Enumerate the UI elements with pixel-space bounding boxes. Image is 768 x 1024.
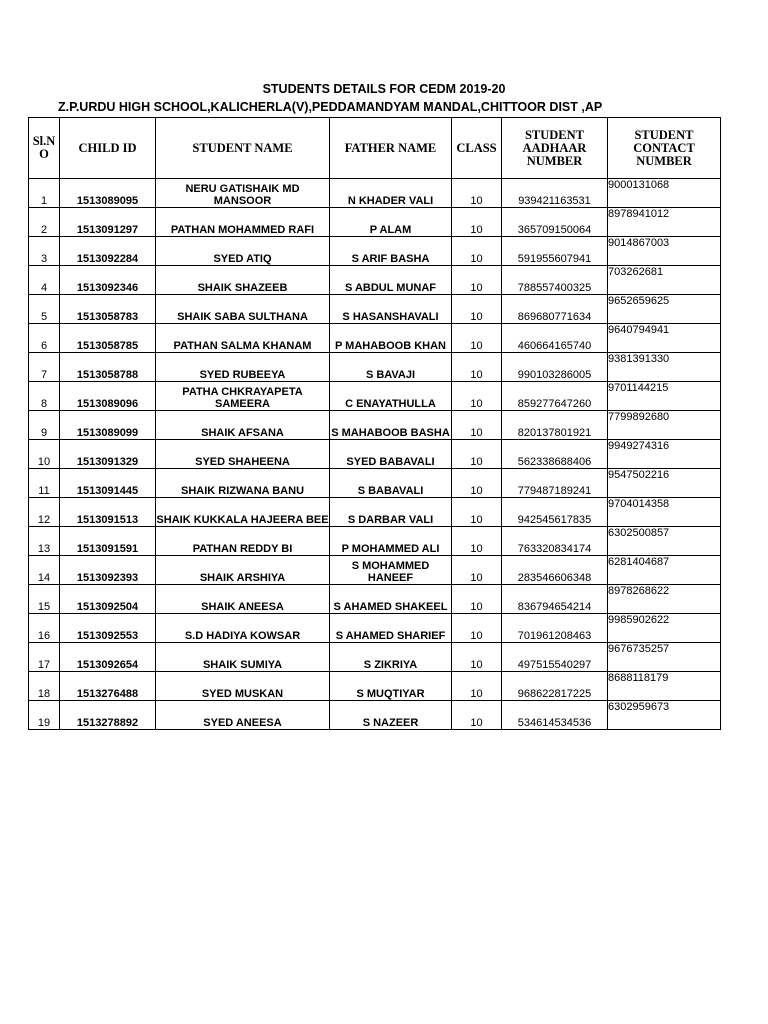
cell-father-name: N KHADER VALI: [330, 179, 452, 208]
header-row: [29, 118, 721, 179]
cell-child-id: 1513091513: [60, 498, 156, 527]
students-table: [28, 117, 721, 730]
school-subtitle: Z.P.URDU HIGH SCHOOL,KALICHERLA(V),PEDDAMANDYAM MANDAL,CHITTOOR DIST ,AP: [58, 100, 603, 114]
table-row: [29, 556, 721, 585]
cell-aadhaar: 788557400325: [502, 266, 608, 295]
cell-slno: 5: [29, 295, 60, 324]
table-header: [29, 118, 721, 179]
cell-slno: 6: [29, 324, 60, 353]
cell-contact: 9640794941: [608, 324, 721, 353]
cell-class: 10: [452, 440, 502, 469]
cell-contact: 9014867003: [608, 237, 721, 266]
cell-aadhaar: 763320834174: [502, 527, 608, 556]
cell-slno: 16: [29, 614, 60, 643]
cell-slno: 7: [29, 353, 60, 382]
table-row: [29, 440, 721, 469]
cell-student-name: SHAIK KUKKALA HAJEERA BEE: [156, 498, 330, 527]
cell-slno: 8: [29, 382, 60, 411]
cell-father-name: P MAHABOOB KHAN: [330, 324, 452, 353]
cell-aadhaar: 562338688406: [502, 440, 608, 469]
cell-aadhaar: 701961208463: [502, 614, 608, 643]
cell-class: 10: [452, 237, 502, 266]
cell-class: 10: [452, 643, 502, 672]
cell-class: 10: [452, 527, 502, 556]
table-row: [29, 701, 721, 730]
header-student-name: STUDENT NAME: [156, 118, 330, 179]
cell-child-id: 1513089099: [60, 411, 156, 440]
table-row: [29, 527, 721, 556]
cell-contact: 9000131068: [608, 179, 721, 208]
cell-student-name: SYED RUBEEYA: [156, 353, 330, 382]
cell-slno: 15: [29, 585, 60, 614]
cell-student-name: SYED MUSKAN: [156, 672, 330, 701]
document-title: STUDENTS DETAILS FOR CEDM 2019-20: [262, 82, 506, 96]
table-row: [29, 266, 721, 295]
cell-contact: 7799892680: [608, 411, 721, 440]
cell-father-name: S DARBAR VALI: [330, 498, 452, 527]
cell-child-id: 1513058785: [60, 324, 156, 353]
cell-aadhaar: 836794654214: [502, 585, 608, 614]
cell-contact: 9652659625: [608, 295, 721, 324]
table-row: [29, 498, 721, 527]
table-body: [29, 179, 721, 730]
cell-student-name: SHAIK ANEESA: [156, 585, 330, 614]
cell-contact: 9985902622: [608, 614, 721, 643]
cell-father-name: P ALAM: [330, 208, 452, 237]
cell-father-name: S MAHABOOB BASHA: [330, 411, 452, 440]
cell-father-name: S MUQTIYAR: [330, 672, 452, 701]
cell-student-name: S.D HADIYA KOWSAR: [156, 614, 330, 643]
cell-class: 10: [452, 353, 502, 382]
cell-slno: 4: [29, 266, 60, 295]
cell-slno: 3: [29, 237, 60, 266]
table-row: [29, 643, 721, 672]
cell-aadhaar: 968622817225: [502, 672, 608, 701]
cell-father-name: S ARIF BASHA: [330, 237, 452, 266]
cell-student-name: PATHAN SALMA KHANAM: [156, 324, 330, 353]
cell-aadhaar: 779487189241: [502, 469, 608, 498]
cell-class: 10: [452, 179, 502, 208]
table-row: [29, 382, 721, 411]
header-aadhaar: STUDENT AADHAAR NUMBER: [502, 118, 608, 179]
cell-student-name: PATHAN REDDY BI: [156, 527, 330, 556]
cell-father-name: P MOHAMMED ALI: [330, 527, 452, 556]
header-contact: STUDENT CONTACT NUMBER: [608, 118, 721, 179]
cell-class: 10: [452, 295, 502, 324]
cell-father-name: S AHAMED SHAKEEL: [330, 585, 452, 614]
cell-slno: 18: [29, 672, 60, 701]
cell-contact: 9547502216: [608, 469, 721, 498]
cell-father-name: S ZIKRIYA: [330, 643, 452, 672]
cell-class: 10: [452, 672, 502, 701]
cell-slno: 13: [29, 527, 60, 556]
cell-student-name: NERU GATISHAIK MD MANSOOR: [156, 179, 330, 208]
cell-class: 10: [452, 266, 502, 295]
cell-slno: 17: [29, 643, 60, 672]
cell-father-name: C ENAYATHULLA: [330, 382, 452, 411]
header-slno: Sl.N O: [29, 118, 60, 179]
cell-contact: 9381391330: [608, 353, 721, 382]
cell-child-id: 1513092553: [60, 614, 156, 643]
cell-student-name: SHAIK AFSANA: [156, 411, 330, 440]
cell-slno: 2: [29, 208, 60, 237]
cell-father-name: S MOHAMMED HANEEF: [330, 556, 452, 585]
cell-child-id: 1513091297: [60, 208, 156, 237]
cell-aadhaar: 942545617835: [502, 498, 608, 527]
cell-aadhaar: 497515540297: [502, 643, 608, 672]
cell-father-name: S ABDUL MUNAF: [330, 266, 452, 295]
cell-contact: 6281404687: [608, 556, 721, 585]
cell-slno: 1: [29, 179, 60, 208]
header-class: CLASS: [452, 118, 502, 179]
table-row: [29, 237, 721, 266]
cell-aadhaar: 820137801921: [502, 411, 608, 440]
cell-student-name: SYED ANEESA: [156, 701, 330, 730]
cell-child-id: 1513058788: [60, 353, 156, 382]
cell-student-name: PATHAN MOHAMMED RAFI: [156, 208, 330, 237]
cell-child-id: 1513091329: [60, 440, 156, 469]
cell-aadhaar: 283546606348: [502, 556, 608, 585]
cell-class: 10: [452, 498, 502, 527]
cell-student-name: SHAIK SUMIYA: [156, 643, 330, 672]
cell-class: 10: [452, 208, 502, 237]
cell-class: 10: [452, 411, 502, 440]
cell-contact: 9676735257: [608, 643, 721, 672]
table-row: [29, 208, 721, 237]
table-row: [29, 179, 721, 208]
cell-aadhaar: 591955607941: [502, 237, 608, 266]
header-child-id: CHILD ID: [60, 118, 156, 179]
cell-father-name: SYED BABAVALI: [330, 440, 452, 469]
table-row: [29, 353, 721, 382]
header-father-name: FATHER NAME: [330, 118, 452, 179]
cell-slno: 10: [29, 440, 60, 469]
cell-child-id: 1513092284: [60, 237, 156, 266]
cell-contact: 8688118179: [608, 672, 721, 701]
cell-child-id: 1513091445: [60, 469, 156, 498]
cell-class: 10: [452, 701, 502, 730]
cell-contact: 6302959673: [608, 701, 721, 730]
cell-aadhaar: 534614534536: [502, 701, 608, 730]
cell-aadhaar: 869680771634: [502, 295, 608, 324]
cell-student-name: SHAIK SHAZEEB: [156, 266, 330, 295]
cell-child-id: 1513278892: [60, 701, 156, 730]
cell-child-id: 1513092393: [60, 556, 156, 585]
cell-child-id: 1513092504: [60, 585, 156, 614]
cell-father-name: S AHAMED SHARIEF: [330, 614, 452, 643]
cell-student-name: SHAIK SABA SULTHANA: [156, 295, 330, 324]
cell-class: 10: [452, 324, 502, 353]
cell-father-name: S NAZEER: [330, 701, 452, 730]
cell-class: 10: [452, 585, 502, 614]
table-row: [29, 672, 721, 701]
cell-father-name: S HASANSHAVALI: [330, 295, 452, 324]
cell-child-id: 1513276488: [60, 672, 156, 701]
cell-class: 10: [452, 614, 502, 643]
cell-father-name: S BAVAJI: [330, 353, 452, 382]
table-row: [29, 295, 721, 324]
table-row: [29, 469, 721, 498]
cell-class: 10: [452, 382, 502, 411]
cell-contact: 8978268622: [608, 585, 721, 614]
cell-contact: 9704014358: [608, 498, 721, 527]
table-row: [29, 614, 721, 643]
cell-contact: 6302500857: [608, 527, 721, 556]
cell-child-id: 1513092346: [60, 266, 156, 295]
cell-aadhaar: 365709150064: [502, 208, 608, 237]
cell-slno: 14: [29, 556, 60, 585]
cell-student-name: SHAIK ARSHIYA: [156, 556, 330, 585]
cell-class: 10: [452, 556, 502, 585]
cell-child-id: 1513089095: [60, 179, 156, 208]
table-row: [29, 411, 721, 440]
cell-student-name: SYED ATIQ: [156, 237, 330, 266]
cell-student-name: SYED SHAHEENA: [156, 440, 330, 469]
cell-slno: 9: [29, 411, 60, 440]
cell-contact: 8978941012: [608, 208, 721, 237]
cell-contact: 9949274316: [608, 440, 721, 469]
cell-child-id: 1513058783: [60, 295, 156, 324]
cell-child-id: 1513089096: [60, 382, 156, 411]
cell-child-id: 1513091591: [60, 527, 156, 556]
cell-slno: 12: [29, 498, 60, 527]
cell-contact: 9701144215: [608, 382, 721, 411]
cell-student-name: SHAIK RIZWANA BANU: [156, 469, 330, 498]
cell-contact: 703262681: [608, 266, 721, 295]
cell-student-name: PATHA CHKRAYAPETA SAMEERA: [156, 382, 330, 411]
cell-class: 10: [452, 469, 502, 498]
cell-aadhaar: 939421163531: [502, 179, 608, 208]
cell-child-id: 1513092654: [60, 643, 156, 672]
cell-aadhaar: 859277647260: [502, 382, 608, 411]
table-row: [29, 585, 721, 614]
cell-slno: 11: [29, 469, 60, 498]
cell-aadhaar: 460664165740: [502, 324, 608, 353]
table-row: [29, 324, 721, 353]
cell-slno: 19: [29, 701, 60, 730]
cell-father-name: S BABAVALI: [330, 469, 452, 498]
cell-aadhaar: 990103286005: [502, 353, 608, 382]
